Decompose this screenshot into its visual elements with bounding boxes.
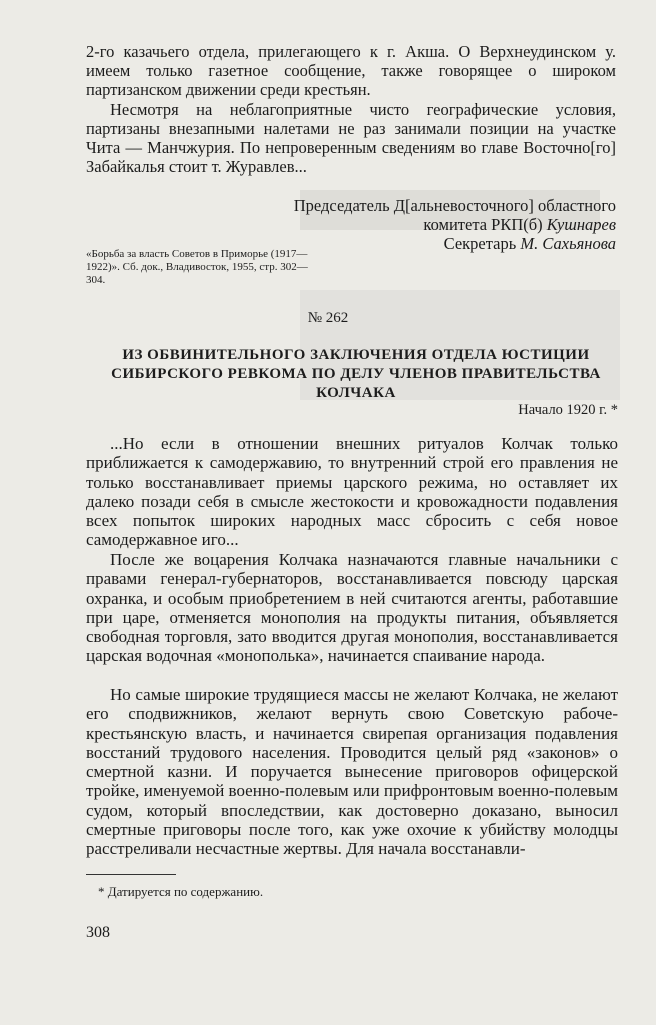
signature-line-2	[423, 215, 616, 234]
signature-line-1: Председатель Д[альневосточного] областного	[293, 196, 616, 215]
page-number: 308	[86, 924, 110, 941]
body-paragraph: ...Но если в отношении внешних ритуалов Колчак только приближается к самодержавию, то внутренний строй его правления не только восстанавливает приемы царского режима, но оставляет их далеко позади себя в смысле жестокости и кровожадности подавления всех попыток широких народных масс сбросить с себя новое самодержавное иго...	[86, 434, 618, 550]
signature-line-3	[444, 234, 616, 253]
footnote-divider	[86, 874, 176, 875]
footnote: * Датируется по содержанию.	[98, 884, 264, 899]
document-heading: ИЗ ОБВИНИТЕЛЬНОГО ЗАКЛЮЧЕНИЯ ОТДЕЛА ЮСТИЦИИ СИБИРСКОГО РЕВКОМА ПО ДЕЛУ ЧЛЕНОВ ПРАВИТЕЛЬСТВА КОЛЧАКА	[111, 347, 601, 401]
partisans-paragraph: Несмотря на неблагоприятные чисто географические условия, партизаны внезапными налетами не раз занимали позиции на участке Чита — Манчжурия. По непроверенным сведениям во главе Восточно[го] Забайкалья стоит т. Журавлев...	[86, 100, 616, 176]
body-paragraph: После же воцарения Колчака назначаются главные начальники с правами генерал-губернаторов, восстанавливается повсюду царская охранка, и особым приобретением в ней считаются агенты, работавшие при царе, отменяется монополия на продукты питания, объявляется свободная торговля, зато вводится другая монополия, восстанавливается царская водочная «монополька», начинается спаивание народа.	[86, 550, 618, 666]
document-date: Начало 1920 г. *	[518, 402, 618, 418]
signatory-name: М. Сахьянова	[520, 234, 616, 253]
signatory-name: Кушнарев	[546, 215, 616, 234]
continuation-paragraph: 2-го казачьего отдела, прилегающего к г. Акша. О Верхнеудинском у. имеем только газетное сообщение, также говорящее о широком партизанском движении среди крестьян.	[86, 42, 616, 99]
signature-title: Секретарь	[443, 234, 521, 253]
document-number: № 262	[307, 310, 349, 326]
source-citation: «Борьба за власть Советов в Приморье (1917—1922)». Сб. док., Владивосток, 1955, стр. 302—304.	[86, 248, 308, 286]
signature-title: комитета РКП(б)	[423, 215, 547, 234]
body-paragraph: Но самые широкие трудящиеся массы не желают Колчака, не желают его сподвижников, желают вернуть свою Советскую рабоче-крестьянскую власть, и начинается свирепая организация подавления восстаний трудового населения. Проводится целый ряд «законов» о смертной казни. И поручается вынесение приговоров офицерской тройке, именуемой военно-полевым или прифронтовым военно-полевым судом, который впоследствии, как достоверно доказано, выносил смертные приговоры после того, как уже охочие к убийству молодцы расстреливали несчастные жертвы. Для начала восстанавли-	[86, 685, 618, 859]
